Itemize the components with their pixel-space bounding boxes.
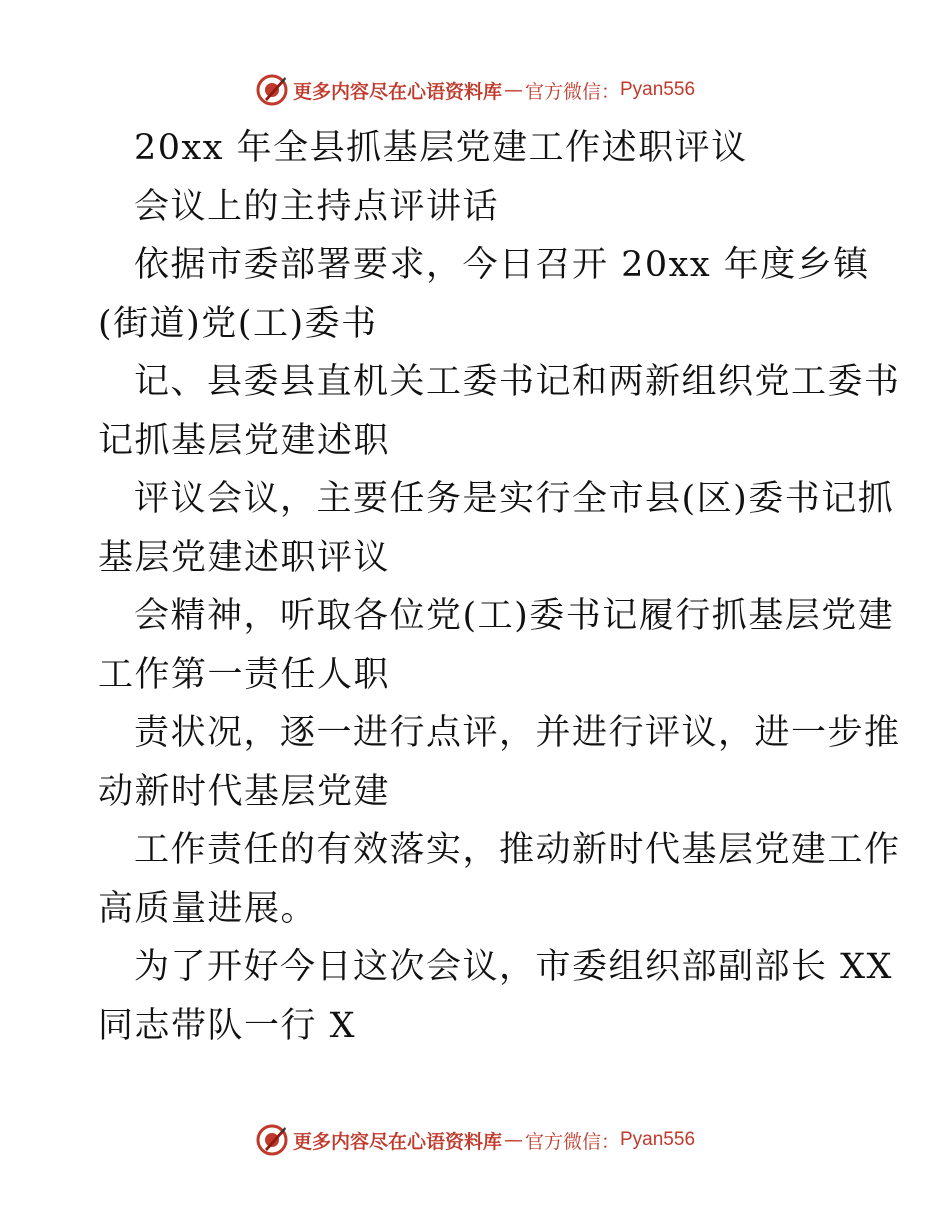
text-line: 记抓基层党建述职 <box>98 420 391 461</box>
text-line: (街道)党(工)委书 <box>98 303 378 344</box>
text-line: 高质量进展。 <box>98 888 318 929</box>
text-line: 工作责任的有效落实，推动新时代基层党建工作 <box>134 830 901 870</box>
pen-logo-icon <box>255 1123 289 1157</box>
text-line: 基层党建述职评议 <box>98 537 391 578</box>
watermark-wechat-id: Pyan556 <box>620 1129 696 1150</box>
text-line: 20xx 年全县抓基层党建工作述职评议 <box>134 128 748 168</box>
text-line: 为了开好今日这次会议，市委组织部副部长 XX <box>134 947 893 987</box>
watermark-main-text: 更多内容尽在心语资料库 <box>292 80 502 103</box>
text-line: 责状况，逐一进行点评，并进行评议，进一步推 <box>134 713 901 753</box>
watermark-dash: — <box>503 1129 523 1151</box>
watermark-wechat-id: Pyan556 <box>620 79 696 100</box>
pen-logo-icon <box>255 73 289 107</box>
watermark-main-text: 更多内容尽在心语资料库 <box>292 1130 502 1153</box>
watermark-dash: — <box>503 79 523 101</box>
text-line: 会精神，听取各位党(工)委书记履行抓基层党建 <box>134 596 895 636</box>
text-line: 动新时代基层党建 <box>98 771 391 812</box>
header-watermark <box>0 70 950 110</box>
text-line: 记、县委县直机关工委书记和两新组织党工委书 <box>134 362 901 402</box>
text-line: 会议上的主持点评讲话 <box>134 186 500 227</box>
text-line: 工作第一责任人职 <box>98 654 391 695</box>
text-line: 同志带队一行 X <box>98 1005 357 1046</box>
watermark-wechat-label: 官方微信： <box>524 80 620 103</box>
text-line: 依据市委部署要求，今日召开 20xx 年度乡镇 <box>134 245 870 285</box>
watermark-wechat-label: 官方微信： <box>524 1130 620 1153</box>
footer-watermark <box>0 1120 950 1160</box>
text-line: 评议会议，主要任务是实行全市县(区)委书记抓 <box>134 479 895 519</box>
document-body <box>98 119 901 1055</box>
